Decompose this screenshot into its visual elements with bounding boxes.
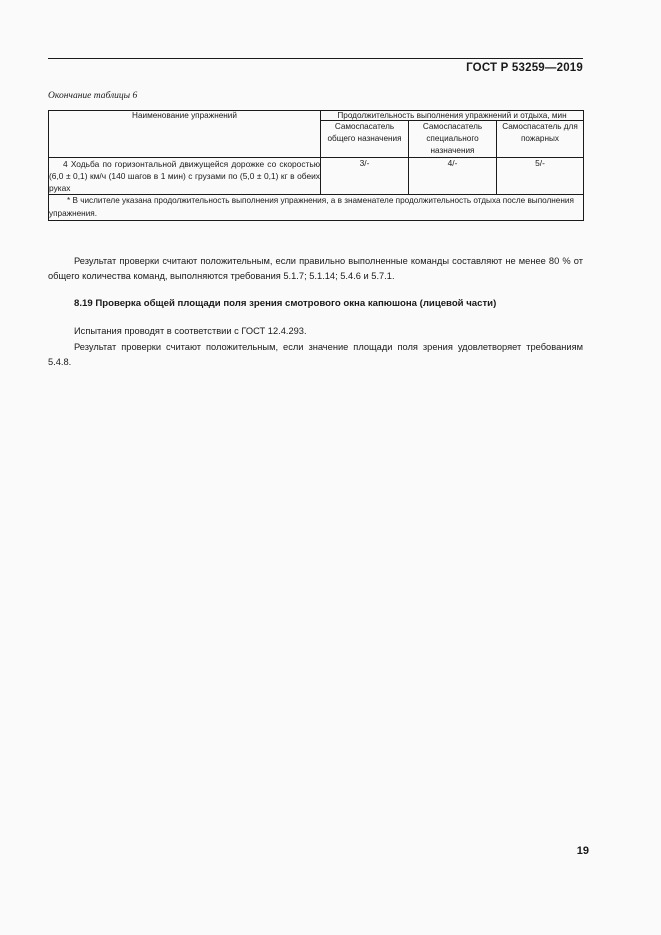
exercises-table [48,110,584,221]
table-footnote [49,195,584,221]
table-body [49,157,584,220]
table-header-row-1 [49,111,584,121]
table-row [49,157,584,195]
row-exercise-name-text: 4 Ходьба по горизонтальной движущейся дорожке со скоростью (6,0 ± 0,1) км/ч (140 шагов в 1 мин) с грузами по (5,0 ± 0,1) кг в обеих руках [49,158,320,194]
body-content [48,254,583,370]
header-group-span: Продолжительность выполнения упражнений и отдыха, мин [321,111,584,121]
standard-number: ГОСТ Р 53259—2019 [466,62,583,74]
row-value-3: 5/- [497,157,584,195]
row-exercise-name [49,157,321,195]
header-sub-column-3: Самоспасатель для пожарных [497,121,584,158]
header-name-column: Наименование упражнений [49,111,321,158]
section-heading-8-19: 8.19 Проверка общей площади поля зрения смотрового окна капюшона (лицевой части) [74,298,497,310]
row-value-1: 3/- [321,157,409,195]
running-header [48,58,583,74]
header-sub-column-1: Самоспасатель общего назначения [321,121,409,158]
table-footnote-text: * В числителе указана продолжительность выполнения упражнения, а в знаменателе продолжительность отдыха после выполнения упражнения. [49,196,574,218]
row-value-2: 4/- [409,157,497,195]
spacer [48,311,583,324]
page-number: 19 [576,845,589,857]
table-footnote-row [49,195,584,221]
table-container [48,110,583,221]
paragraph-test-method: Испытания проводят в соответствии с ГОСТ 12.4.293. [74,326,307,337]
paragraph-result-commands: Результат проверки считают положительным, если правильно выполненные команды составляют не менее 80 % от общего количества команд, выполняются требования 5.1.7; 5.1.14; 5.4.6 и 5.7.1. [48,256,583,282]
table-caption: Окончание таблицы 6 [48,91,138,101]
spacer [48,284,583,297]
table-head [49,111,584,158]
paragraph-result-criteria: Результат проверки считают положительным, если значение площади поля зрения удовлетворяет требованиям 5.4.8. [48,341,583,367]
header-sub-column-2: Самоспасатель специального назначения [409,121,497,158]
